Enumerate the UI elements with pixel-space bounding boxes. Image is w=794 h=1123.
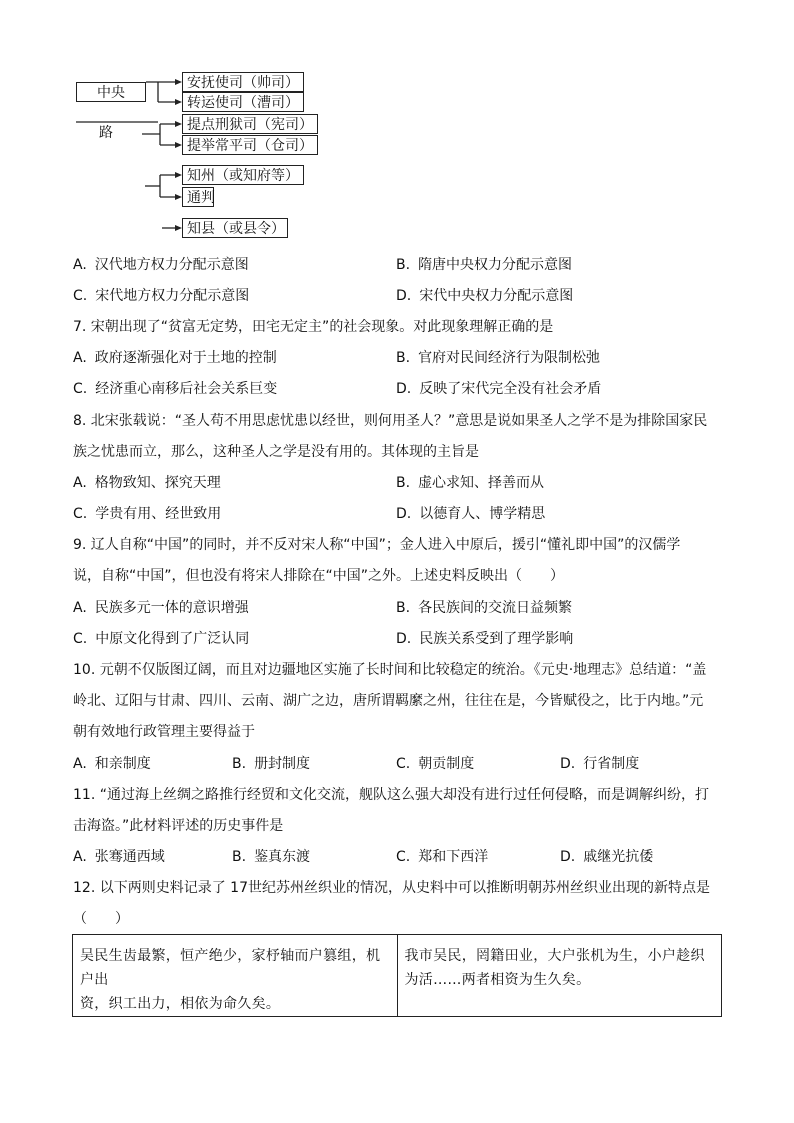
zhou-box-tongpan: 通判 — [182, 187, 214, 207]
q12-stem-line-2: （ ） — [73, 911, 129, 927]
q7-option-c: C. 经济重心南移后社会关系巨变 — [73, 381, 278, 397]
source-1-line-2: 资，织工出力，相依为命久矣。 — [80, 996, 281, 1012]
county-box: 知县（或县令） — [182, 218, 288, 238]
lu-box-zhuanyun: 转运使司（漕司） — [182, 92, 304, 112]
q8-option-b: B. 虚心求知、择善而从 — [396, 475, 545, 491]
lu-box-anfu: 安抚使司（帅司） — [182, 72, 304, 92]
source-cell-2 — [397, 935, 722, 1017]
q11-stem-line-2: 击海盗。”此材料评述的历史事件是 — [73, 818, 284, 834]
q9-option-d: D. 民族关系受到了理学影响 — [396, 631, 574, 647]
q6-option-d: D. 宋代中央权力分配示意图 — [396, 288, 574, 304]
q11-option-a: A. 张骞通西域 — [73, 849, 165, 865]
q12-stem-line-1: 12. 以下两则史料记录了 17世纪苏州丝织业的情况，从史料中可以推断明朝苏州丝织业出现的新特点是 — [73, 880, 710, 896]
source-table — [72, 934, 722, 1017]
q8-stem-line-1: 8. 北宋张载说：“圣人苟不用思虑忧患以经世，则何用圣人？”意思是说如果圣人之学不是为排除国家民 — [73, 413, 708, 429]
q10-option-d: D. 行省制度 — [560, 756, 640, 772]
q9-stem-line-1: 9. 辽人自称“中国”的同时，并不反对宋人称“中国”；金人进入中原后，援引“懂礼即中国”的汉儒学 — [73, 537, 681, 553]
q9-option-a: A. 民族多元一体的意识增强 — [73, 600, 249, 616]
source-1-line-1: 吴民生齿最繁，恒产绝少，家杼轴而户篡组，机户出 — [80, 948, 381, 988]
administrative-diagram — [0, 0, 794, 250]
q10-option-c: C. 朝贡制度 — [396, 756, 475, 772]
q8-stem-line-2: 族之忧患而立，那么，这种圣人之学是没有用的。其体现的主旨是 — [73, 444, 479, 460]
q8-option-d: D. 以德育人、博学精思 — [396, 506, 546, 522]
q7-option-d: D. 反映了宋代完全没有社会矛盾 — [396, 381, 602, 397]
lu-box-tiju: 提举常平司（仓司） — [182, 135, 318, 155]
q10-option-a: A. 和亲制度 — [73, 756, 151, 772]
q6-option-b: B. 隋唐中央权力分配示意图 — [396, 257, 573, 273]
q10-stem-line-1: 10. 元朝不仅版图辽阔，而且对边疆地区实施了长时间和比较稳定的统治。《元史·地理志》总结道：“盖 — [73, 662, 707, 678]
q11-option-c: C. 郑和下西洋 — [396, 849, 489, 865]
q10-option-b: B. 册封制度 — [232, 756, 311, 772]
q11-stem-line-1: 11. “通过海上丝绸之路推行经贸和文化交流，舰队这么强大却没有进行过任何侵略，而是调解纠纷，打 — [73, 787, 709, 803]
q6-option-c: C. 宋代地方权力分配示意图 — [73, 288, 250, 304]
q7-option-a: A. 政府逐渐强化对于土地的控制 — [73, 350, 277, 366]
q8-option-a: A. 格物致知、探究天理 — [73, 475, 221, 491]
lu-label: 路 — [99, 125, 113, 141]
q6-option-a: A. 汉代地方权力分配示意图 — [73, 257, 249, 273]
lu-box-tidian: 提点刑狱司（宪司） — [182, 114, 318, 134]
source-2-line-2: 为活……两者相资为生久矣。 — [404, 972, 591, 988]
q9-stem-line-2: 说，自称“中国”，但也没有将宋人排除在“中国”之外。上述史料反映出（ ） — [73, 568, 565, 584]
q11-option-b: B. 鉴真东渡 — [232, 849, 311, 865]
q10-stem-line-2: 岭北、辽阳与甘肃、四川、云南、湖广之边，唐所谓羁縻之州，往往在是，今皆赋役之，比于内地。”元 — [73, 693, 704, 709]
q8-option-c: C. 学贵有用、经世致用 — [73, 506, 222, 522]
q11-option-d: D. 戚继光抗倭 — [560, 849, 654, 865]
source-cell-1 — [73, 935, 398, 1017]
central-box: 中央 — [76, 82, 146, 102]
q7-stem: 7. 宋朝出现了“贫富无定势，田宅无定主”的社会现象。对此现象理解正确的是 — [73, 319, 554, 335]
q9-option-b: B. 各民族间的交流日益频繁 — [396, 600, 573, 616]
q10-stem-line-3: 朝有效地行政管理主要得益于 — [73, 724, 255, 740]
q7-option-b: B. 官府对民间经济行为限制松弛 — [396, 350, 601, 366]
zhou-box-zhizhou: 知州（或知府等） — [182, 165, 304, 185]
source-2-line-1: 我市吴民，罔籍田业，大户张机为生，小户趁织 — [404, 948, 705, 964]
q9-option-c: C. 中原文化得到了广泛认同 — [73, 631, 250, 647]
